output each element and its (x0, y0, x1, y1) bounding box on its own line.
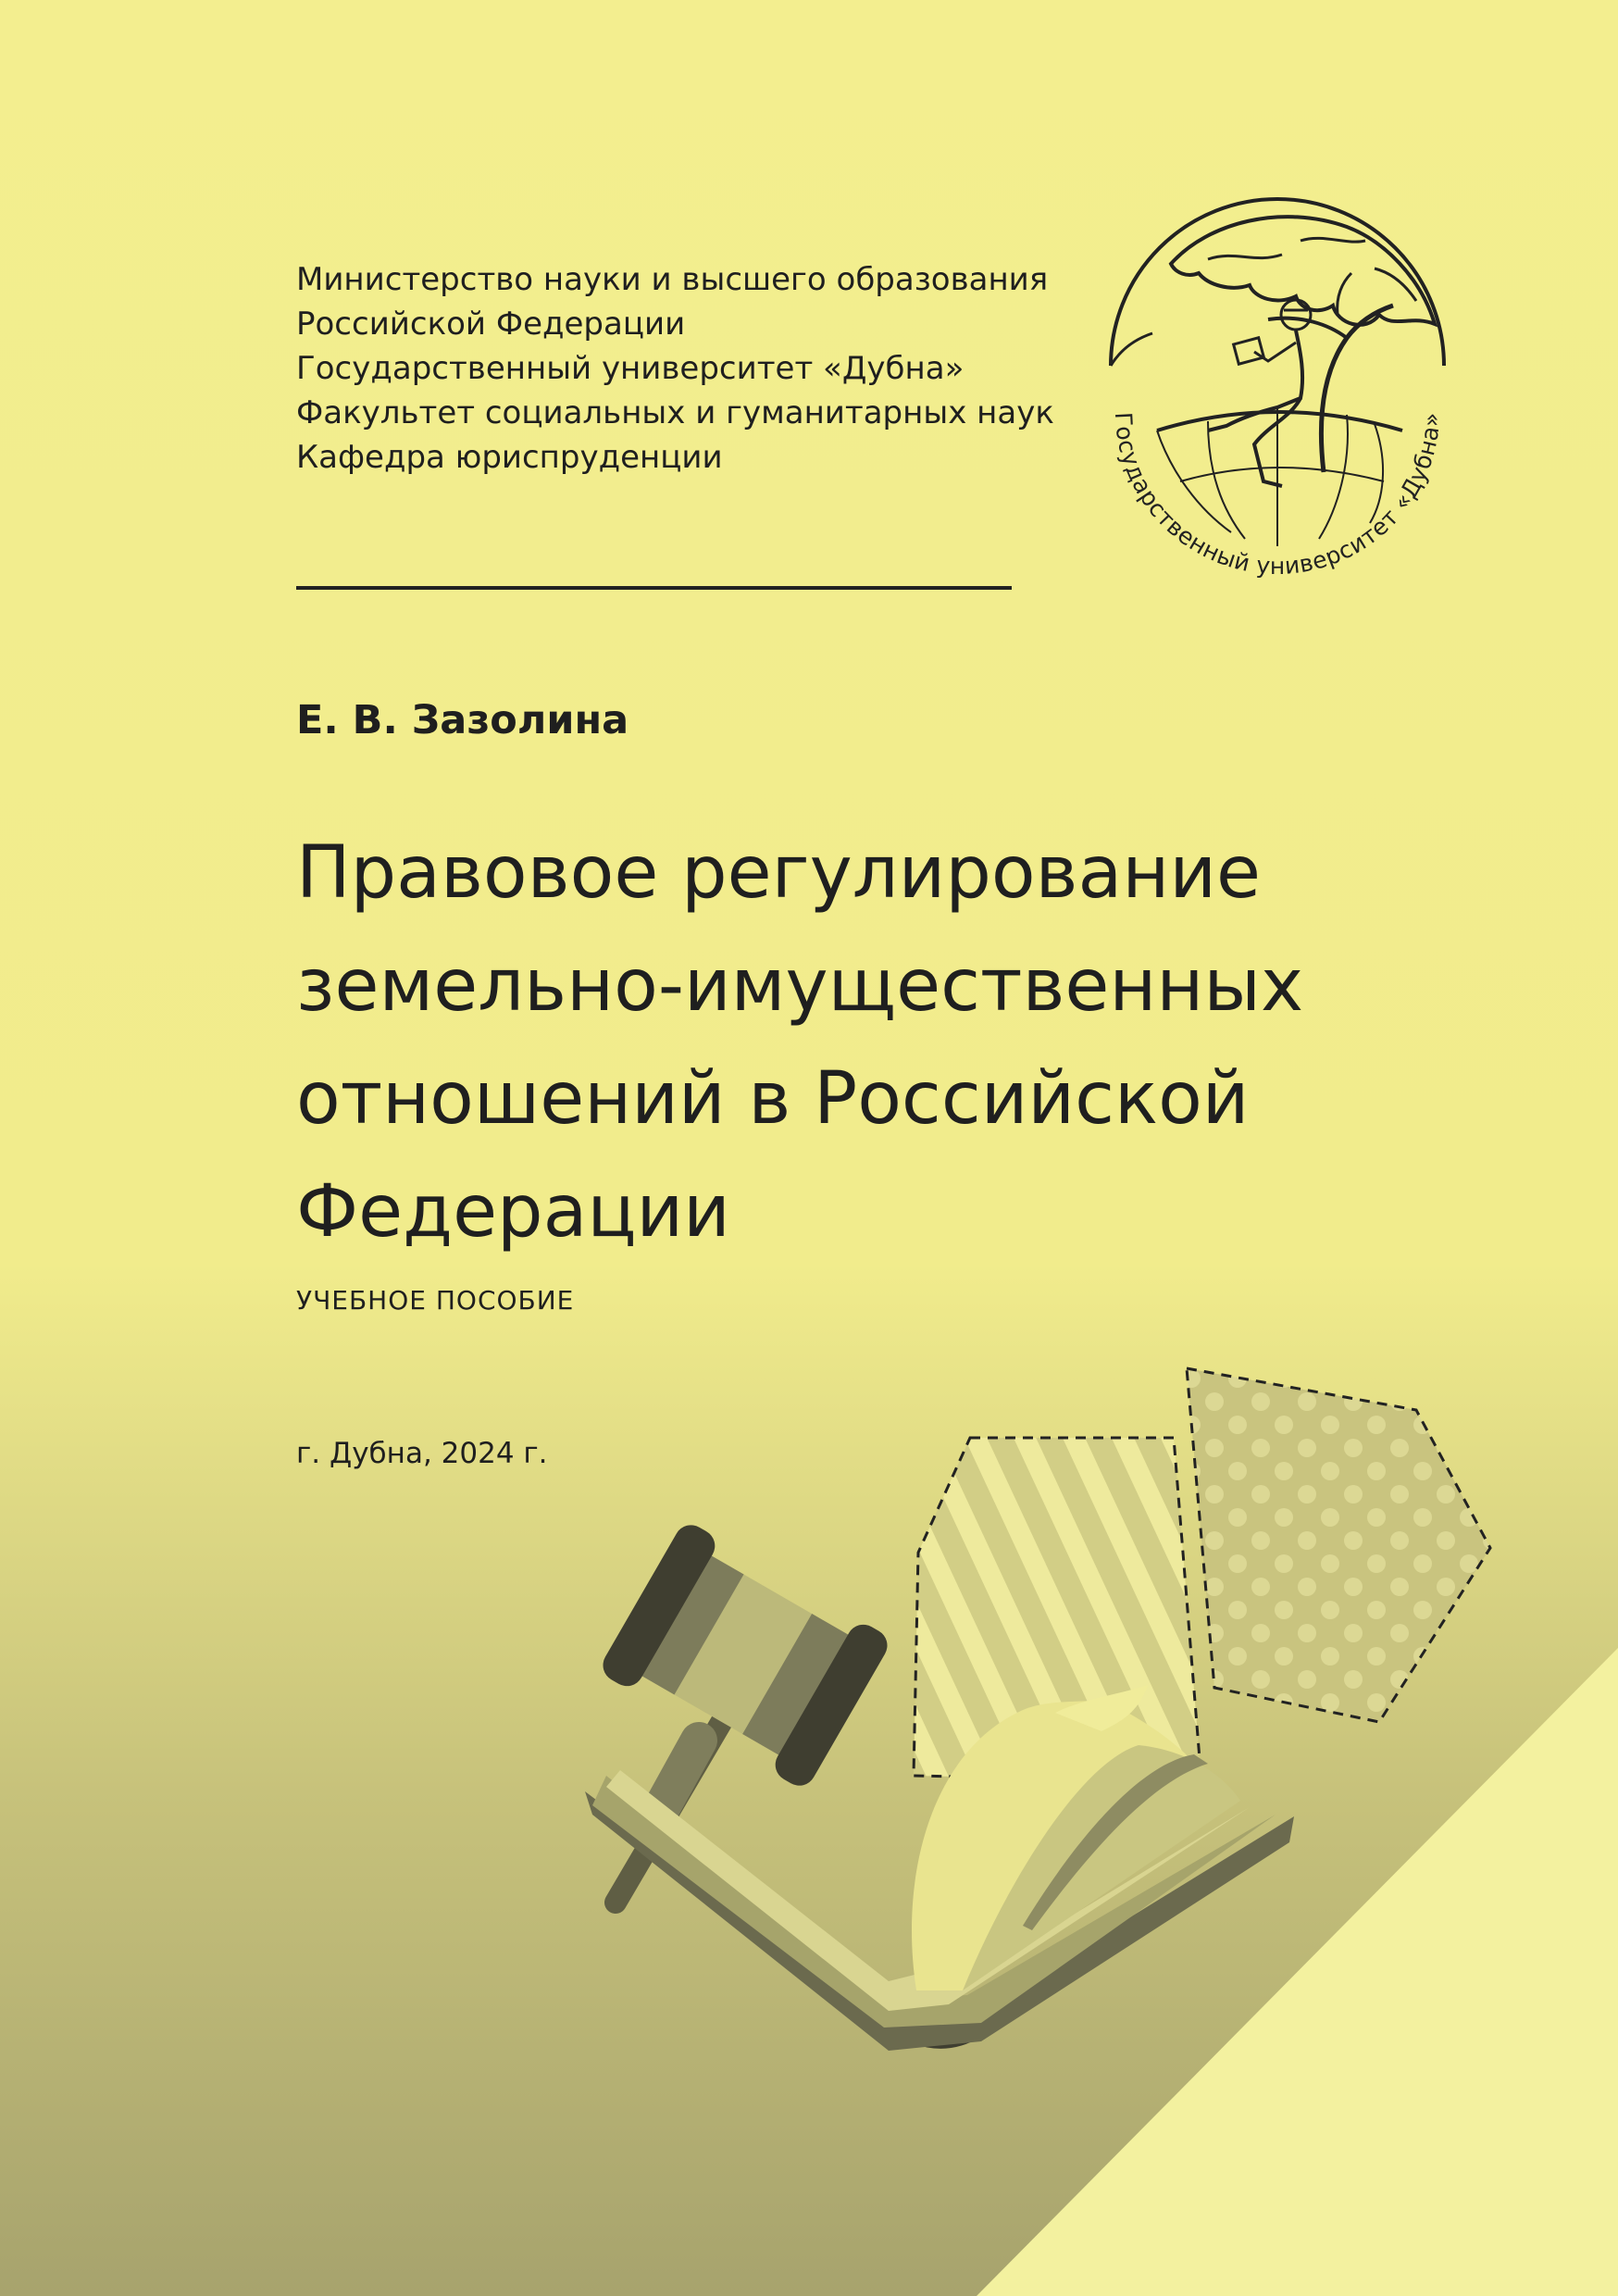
institution-line-country: Российской Федерации (296, 306, 686, 343)
cover-illustration (555, 1342, 1618, 2083)
title-line-3: отношений в Российской (296, 1057, 1250, 1141)
place-and-year: г. Дубна, 2024 г. (296, 1437, 548, 1470)
title-line-2: земельно-имущественных (296, 944, 1304, 1028)
divider-line (296, 586, 1012, 590)
title-line-1: Правовое регулирование (296, 831, 1261, 915)
institution-line-ministry: Министерство науки и высшего образования (296, 261, 1049, 298)
institution-line-university: Государственный университет «Дубна» (296, 350, 965, 387)
book-title (296, 817, 1303, 1268)
dotted-polygon-icon (1187, 1368, 1490, 1722)
author-name: Е. В. Зазолина (296, 697, 629, 743)
university-logo (1069, 176, 1486, 593)
logo-ring-text: Государственный университет «Дубна» (1109, 411, 1446, 580)
title-line-4: Федерации (296, 1170, 730, 1254)
publication-type: УЧЕБНОЕ ПОСОБИЕ (296, 1285, 575, 1316)
institution-line-department: Кафедра юриспруденции (296, 439, 723, 476)
institution-block (296, 257, 1054, 480)
institution-line-faculty: Факультет социальных и гуманитарных наук (296, 394, 1054, 431)
